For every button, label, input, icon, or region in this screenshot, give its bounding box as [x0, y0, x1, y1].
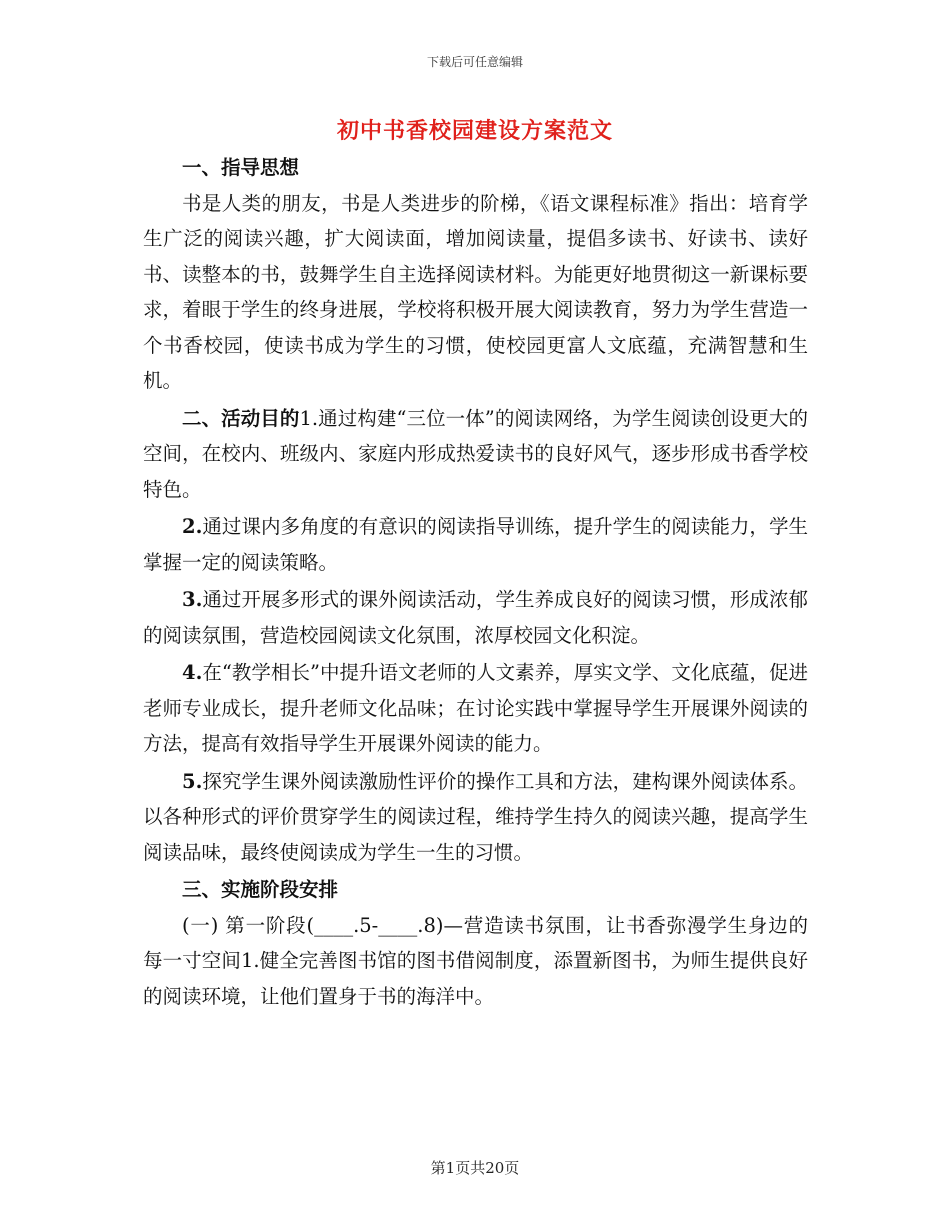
item-4-number: 4.: [182, 661, 203, 684]
section-2-item-5: [143, 764, 808, 871]
section-2-item-2: [143, 509, 808, 580]
item-5-text: 探究学生课外阅读激励性评价的操作工具和方法，建构课外阅读体系。以各种形式的评价贯穿学生的阅读过程，维持学生持久的阅读兴趣，提高学生阅读品味，最终使阅读成为学生一生的习惯。: [143, 769, 808, 864]
page-header-note: 下载后可任意编辑: [426, 55, 523, 69]
section-2-item-3: [143, 582, 808, 653]
item-4-text: 在“教学相长”中提升语文老师的人文素养，厚实文学、文化底蕴，促进老师专业成长，提升老师文化品味；在讨论实践中掌握导学生开展课外阅读的方法，提高有效指导学生开展课外阅读的能力。: [143, 661, 808, 755]
section-2-item-4: [143, 655, 808, 762]
item-2-text: 通过课内多角度的有意识的阅读指导训练，提升学生的阅读能力，学生掌握一定的阅读策略。: [143, 515, 808, 574]
section-2-item-1: 1.通过构建“三位一体”的阅读网络，为学生阅读创设更大的空间，在校内、班级内、家庭内形成热爱读书的良好风气，逐步形成书香学校特色。: [143, 406, 808, 501]
document-title: 初中书香校园建设方案范文: [336, 118, 613, 144]
item-2-number: 2.: [182, 515, 203, 538]
item-3-number: 3.: [182, 588, 203, 611]
section-2-paragraph: [143, 401, 808, 508]
section-1-paragraph: 书是人类的朋友，书是人类进步的阶梯，《语文课程标准》指出：培育学生广泛的阅读兴趣，扩大阅读面，增加阅读量，提倡多读书、好读书、读好书、读整本的书，鼓舞学生自主选择阅读材料。为能更好地贯彻这一新课标要求，着眼于学生的终身进展，学校将积极开展大阅读教育，努力为学生营造一个书香校园，使读书成为学生的习惯，使校园更富人文底蕴，充满智慧和生机。: [143, 191, 808, 392]
page-footer: 第1页共20页: [430, 1159, 520, 1177]
item-5-number: 5.: [182, 769, 203, 793]
section-3-heading: 三、实施阶段安排: [182, 878, 339, 901]
item-3-text: 通过开展多形式的课外阅读活动，学生养成良好的阅读习惯，形成浓郁的阅读氛围，营造校园阅读文化氛围，浓厚校园文化积淀。: [143, 588, 808, 647]
document-body: [143, 150, 808, 1016]
section-1-heading: 一、指导思想: [182, 156, 300, 179]
section-3-paragraph: (一) 第一阶段(____.5-____.8)—营造读书氛围，让书香弥漫学生身边的每一寸空间1.健全完善图书馆的图书借阅制度，添置新图书，为师生提供良好的阅读环境，让他们置身于书的海洋中。: [143, 913, 808, 1008]
section-2-heading: 二、活动目的: [182, 406, 300, 430]
